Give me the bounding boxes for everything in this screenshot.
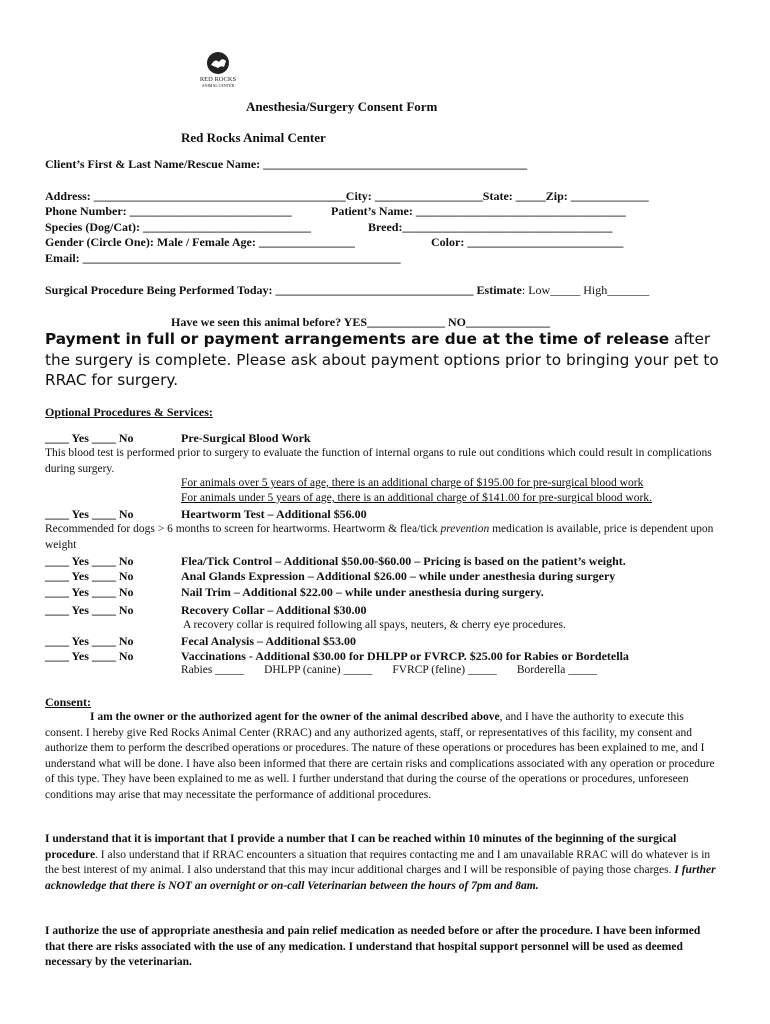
color-field[interactable]: Color: __________________________: [431, 235, 624, 249]
nail-title: Nail Trim – Additional $22.00 – while under anesthesia during surgery.: [181, 585, 544, 599]
payment-bold: Payment in full or payment arrangements are due at the time of release: [45, 330, 670, 348]
blood-title: Pre-Surgical Blood Work: [181, 431, 311, 445]
species-field[interactable]: Species (Dog/Cat): ____________________________: [45, 220, 311, 234]
email-field[interactable]: Email: _____________________________________________________: [45, 251, 401, 265]
vacc-options: [181, 664, 597, 676]
optional-heading: Optional Procedures & Services:: [45, 405, 213, 419]
consent-p2-bold: I understand that it is important that I provide a number that I can be reached within 10 minutes of the beginning of the surgical procedure: [45, 833, 677, 861]
blood-under5: For animals under 5 years of age, there is an additional charge of $141.00 for pre-surgical blood work.: [181, 492, 652, 504]
heartworm-desc-a: Recommended for dogs > 6 months to screen for heartworms. Heartworm & flea/tick: [45, 523, 441, 535]
consent-p1-rest: , and I have the authority to execute this consent. I hereby give Red Rocks Animal Center (RRAC) and any authorized agents, staff, or representatives of this facility, my consent and authorize them to perform the described operations or procedures. The nature of these operations or procedures has been explained to me, and I understand what will be done. I have also been informed that there are certain risks and complications associated with any operation or procedure of this type. They have been explained to me as well. I further understand that during the course of the operations or procedures, unforeseen conditions may arise that may necessitate the performance of additional procedures.: [45, 711, 715, 801]
vacc-dhlpp[interactable]: DHLPP (canine) _____: [264, 664, 373, 676]
consent-p2-em: I further acknowledge that there is NOT an overnight or on-call Veterinarian between the hours of 7pm and 8am.: [45, 864, 716, 892]
collar-desc: A recovery collar is required following all spays, neuters, & cherry eye procedures.: [183, 619, 566, 631]
logo-sub: ANIMAL CENTER: [201, 83, 235, 88]
red-rocks-logo: [192, 50, 244, 88]
form-title: Anesthesia/Surgery Consent Form: [246, 99, 438, 114]
logo-name: RED ROCKS: [199, 76, 237, 83]
yesno-blood[interactable]: ____ Yes ____ No: [45, 431, 134, 445]
fecal-title: Fecal Analysis – Additional $53.00: [181, 634, 357, 648]
breed-field[interactable]: Breed:___________________________________: [368, 220, 613, 234]
phone-field[interactable]: Phone Number: ___________________________: [45, 204, 292, 218]
heartworm-title: Heartworm Test – Additional $56.00: [181, 507, 367, 521]
vacc-title: Vaccinations - Additional $30.00 for DHLPP or FVRCP. $25.00 for Rabies or Bordetella: [181, 649, 629, 663]
procedure-line[interactable]: [45, 283, 649, 298]
vacc-rabies[interactable]: Rabies _____: [181, 664, 244, 676]
consent-p1-bold: I am the owner or the authorized agent for the owner of the animal described above: [90, 711, 500, 723]
yesno-nail[interactable]: ____ Yes ____ No: [45, 585, 134, 599]
blood-desc: This blood test is performed prior to surgery to evaluate the function of internal organs to rule out conditions which could result in complications during surgery.: [45, 447, 712, 475]
address-field[interactable]: Address: __________________________________________City: __________________State: _____Zip: _____________: [45, 189, 649, 203]
client-name-field[interactable]: Client’s First & Last Name/Rescue Name: ____________________________________________: [45, 157, 528, 171]
consent-p2-rest: . I also understand that if RRAC encounters a situation that requires contacting me and I am unavailable RRAC will do whatever is in the best interest of my animal. I also understand that this may incur additional charges and I will be responsible of paying those charges.: [45, 848, 711, 877]
yesno-heartworm[interactable]: ____ Yes ____ No: [45, 507, 134, 521]
blood-over5: For animals over 5 years of age, there is an additional charge of $195.00 for pre-surgical blood work: [181, 477, 644, 489]
consent-paragraph-1: [45, 710, 717, 804]
gender-age-field[interactable]: Gender (Circle One): Male / Female Age: ________________: [45, 235, 355, 249]
yesno-anal[interactable]: ____ Yes ____ No: [45, 569, 134, 583]
patient-name-field[interactable]: Patient’s Name: ___________________________________: [331, 204, 626, 218]
heartworm-desc: [45, 522, 717, 553]
payment-rest: after the surgery is complete. Please ask about payment options prior to bringing your pet to RRAC for surgery.: [45, 330, 719, 389]
consent-heading: Consent:: [45, 695, 92, 709]
vacc-fvrcp[interactable]: FVRCP (feline) _____: [392, 664, 497, 676]
vacc-bordetella[interactable]: Borderella _____: [516, 664, 598, 676]
seen-before-field[interactable]: Have we seen this animal before? YES_____________ NO______________: [171, 315, 550, 329]
yesno-flea[interactable]: ____ Yes ____ No: [45, 554, 134, 568]
heartworm-desc-b: medication is available, price is dependent upon weight: [45, 523, 714, 551]
consent-paragraph-2: [45, 832, 717, 894]
estimate-field[interactable]: : Low_____ High_______: [521, 283, 650, 297]
consent-paragraph-3: I authorize the use of appropriate anesthesia and pain relief medication as needed before or after the procedure. I have been informed that there are risks associated with the use of any medication. I understand that hospital support personnel will be used as deemed necessary by the veterinarian.: [45, 925, 701, 969]
center-name: Red Rocks Animal Center: [181, 130, 326, 145]
yesno-fecal[interactable]: ____ Yes ____ No: [45, 634, 134, 648]
collar-title: Recovery Collar – Additional $30.00: [181, 603, 367, 617]
heartworm-desc-em: prevention: [440, 523, 490, 535]
estimate-label: Estimate: [476, 283, 522, 297]
flea-title: Flea/Tick Control – Additional $50.00-$60.00 – Pricing is based on the patient’s weight.: [181, 554, 626, 568]
yesno-vacc[interactable]: ____ Yes ____ No: [45, 649, 134, 663]
anal-title: Anal Glands Expression – Additional $26.00 – while under anesthesia during surgery: [181, 569, 616, 583]
yesno-collar[interactable]: ____ Yes ____ No: [45, 603, 134, 617]
procedure-field[interactable]: Surgical Procedure Being Performed Today: _________________________________: [45, 283, 474, 297]
payment-notice: [45, 329, 725, 391]
